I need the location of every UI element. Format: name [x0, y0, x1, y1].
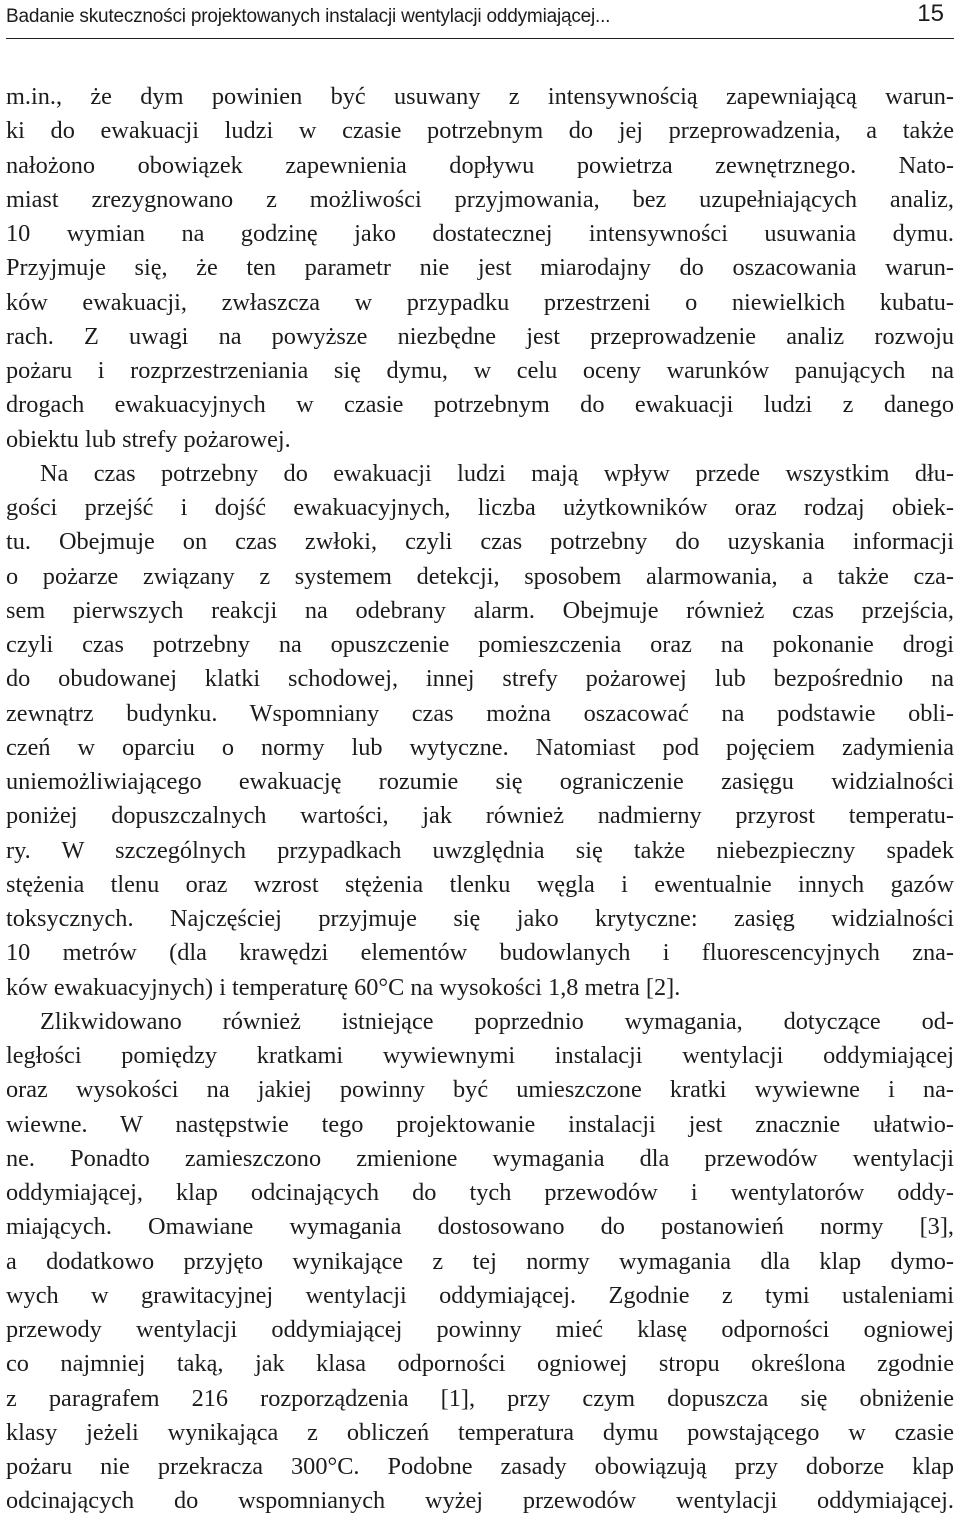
- text-line: wych w grawitacyjnej wentylacji oddymiającej. Zgodnie z tymi ustaleniami: [6, 1281, 954, 1309]
- text-line: 10 wymian na godzinę jako dostatecznej intensywności usuwania dymu.: [6, 220, 954, 247]
- page-number: 15: [917, 0, 944, 27]
- text-line: ków ewakuacyjnych) i temperaturę 60°C na wysokości 1,8 metra [2].: [6, 973, 681, 1001]
- text-line: a dodatkowo przyjęto wynikające z tej normy wymagania dla klap dymo-: [6, 1247, 954, 1275]
- text-line: stężenia tlenu oraz wzrost stężenia tlenku węgla i ewentualnie innych gazów: [6, 870, 954, 898]
- text-line: drogach ewakuacyjnych w czasie potrzebnym do ewakuacji ludzi z danego: [6, 391, 954, 419]
- text-line: ległości pomiędzy kratkami wywiewnymi instalacji wentylacji oddymiającej: [6, 1042, 954, 1069]
- text-line: czyli czas potrzebny na opuszczenie pomieszczenia oraz na pokonanie drogi: [6, 631, 954, 658]
- text-line: pożaru i rozprzestrzeniania się dymu, w celu oceny warunków panujących na: [6, 357, 954, 384]
- running-header-title: Badanie skuteczności projektowanych instalacji wentylacji oddymiającej...: [6, 6, 611, 27]
- body-text: [6, 80, 954, 1519]
- text-line: miających. Omawiane wymagania dostosowano do postanowień normy [3],: [6, 1213, 954, 1241]
- text-line: ne. Ponadto zamieszczono zmienione wymagania dla przewodów wentylacji: [6, 1144, 954, 1172]
- text-line: ków ewakuacji, zwłaszcza w przypadku przestrzeni o niewielkich kubatu-: [6, 288, 954, 316]
- text-line: uniemożliwiającego ewakuację rozumie się ograniczenie zasięgu widzialności: [6, 768, 954, 795]
- text-line: m.in., że dym powinien być usuwany z intensywnością zapewniającą warun-: [6, 83, 954, 110]
- text-line: pożaru nie przekracza 300°C. Podobne zasady obowiązują przy doborze klap: [6, 1453, 954, 1480]
- text-line: ry. W szczególnych przypadkach uwzględnia się także niebezpieczny spadek: [6, 836, 954, 864]
- text-line: Przyjmuje się, że ten parametr nie jest miarodajny do oszacowania warun-: [6, 254, 954, 282]
- text-line: wiewne. W następstwie tego projektowanie instalacji jest znacznie ułatwio-: [6, 1110, 954, 1138]
- text-line: zewnątrz budynku. Wspomniany czas można oszacować na podstawie obli-: [6, 699, 954, 727]
- text-line: gości przejść i dojść ewakuacyjnych, liczba użytkowników oraz rodzaj obiek-: [6, 494, 954, 521]
- text-line: co najmniej taką, jak klasa odporności ogniowej stropu określona zgodnie: [6, 1350, 954, 1378]
- text-line: Na czas potrzebny do ewakuacji ludzi mają wpływ przede wszystkim dłu-: [40, 459, 954, 487]
- text-line: przewody wentylacji oddymiającej powinny mieć klasę odporności ogniowej: [6, 1316, 954, 1343]
- text-line: do obudowanej klatki schodowej, innej strefy pożarowej lub bezpośrednio na: [6, 665, 954, 693]
- text-line: miast zrezygnowano z możliwości przyjmowania, bez uzupełniających analiz,: [6, 185, 954, 213]
- running-header: [6, 0, 954, 39]
- text-line: 10 metrów (dla krawędzi elementów budowlanych i fluorescencyjnych zna-: [6, 939, 954, 967]
- text-line: odcinających do wspomnianych wyżej przewodów wentylacji oddymiającej.: [6, 1487, 954, 1515]
- text-line: oddymiającej, klap odcinających do tych przewodów i wentylatorów oddy-: [6, 1179, 954, 1206]
- text-line: sem pierwszych reakcji na odebrany alarm. Obejmuje również czas przejścia,: [6, 596, 954, 624]
- text-line: oraz wysokości na jakiej powinny być umieszczone kratki wywiewne i na-: [6, 1076, 954, 1104]
- text-line: z paragrafem 216 rozporządzenia [1], przy czym dopuszcza się obniżenie: [6, 1384, 954, 1412]
- text-line: Zlikwidowano również istniejące poprzednio wymagania, dotyczące od-: [40, 1007, 954, 1035]
- text-line: nałożono obowiązek zapewnienia dopływu powietrza zewnętrznego. Nato-: [6, 151, 954, 179]
- text-line: tu. Obejmuje on czas zwłoki, czyli czas potrzebny do uzyskania informacji: [6, 528, 954, 556]
- text-line: rach. Z uwagi na powyższe niezbędne jest przeprowadzenie analiz rozwoju: [6, 322, 954, 350]
- text-line: toksycznych. Najczęściej przyjmuje się jako krytyczne: zasięg widzialności: [6, 905, 954, 932]
- text-line: ki do ewakuacji ludzi w czasie potrzebnym do jej przeprowadzenia, a także: [6, 117, 954, 145]
- text-line: o pożarze związany z systemem detekcji, sposobem alarmowania, a także cza-: [6, 562, 954, 590]
- text-line: klasy jeżeli wynikająca z obliczeń temperatura dymu powstającego w czasie: [6, 1418, 954, 1446]
- text-line: czeń w oparciu o normy lub wytyczne. Natomiast pod pojęciem zadymienia: [6, 733, 954, 761]
- text-line: obiektu lub strefy pożarowej.: [6, 425, 291, 453]
- text-line: poniżej dopuszczalnych wartości, jak również nadmierny przyrost temperatu-: [6, 802, 954, 830]
